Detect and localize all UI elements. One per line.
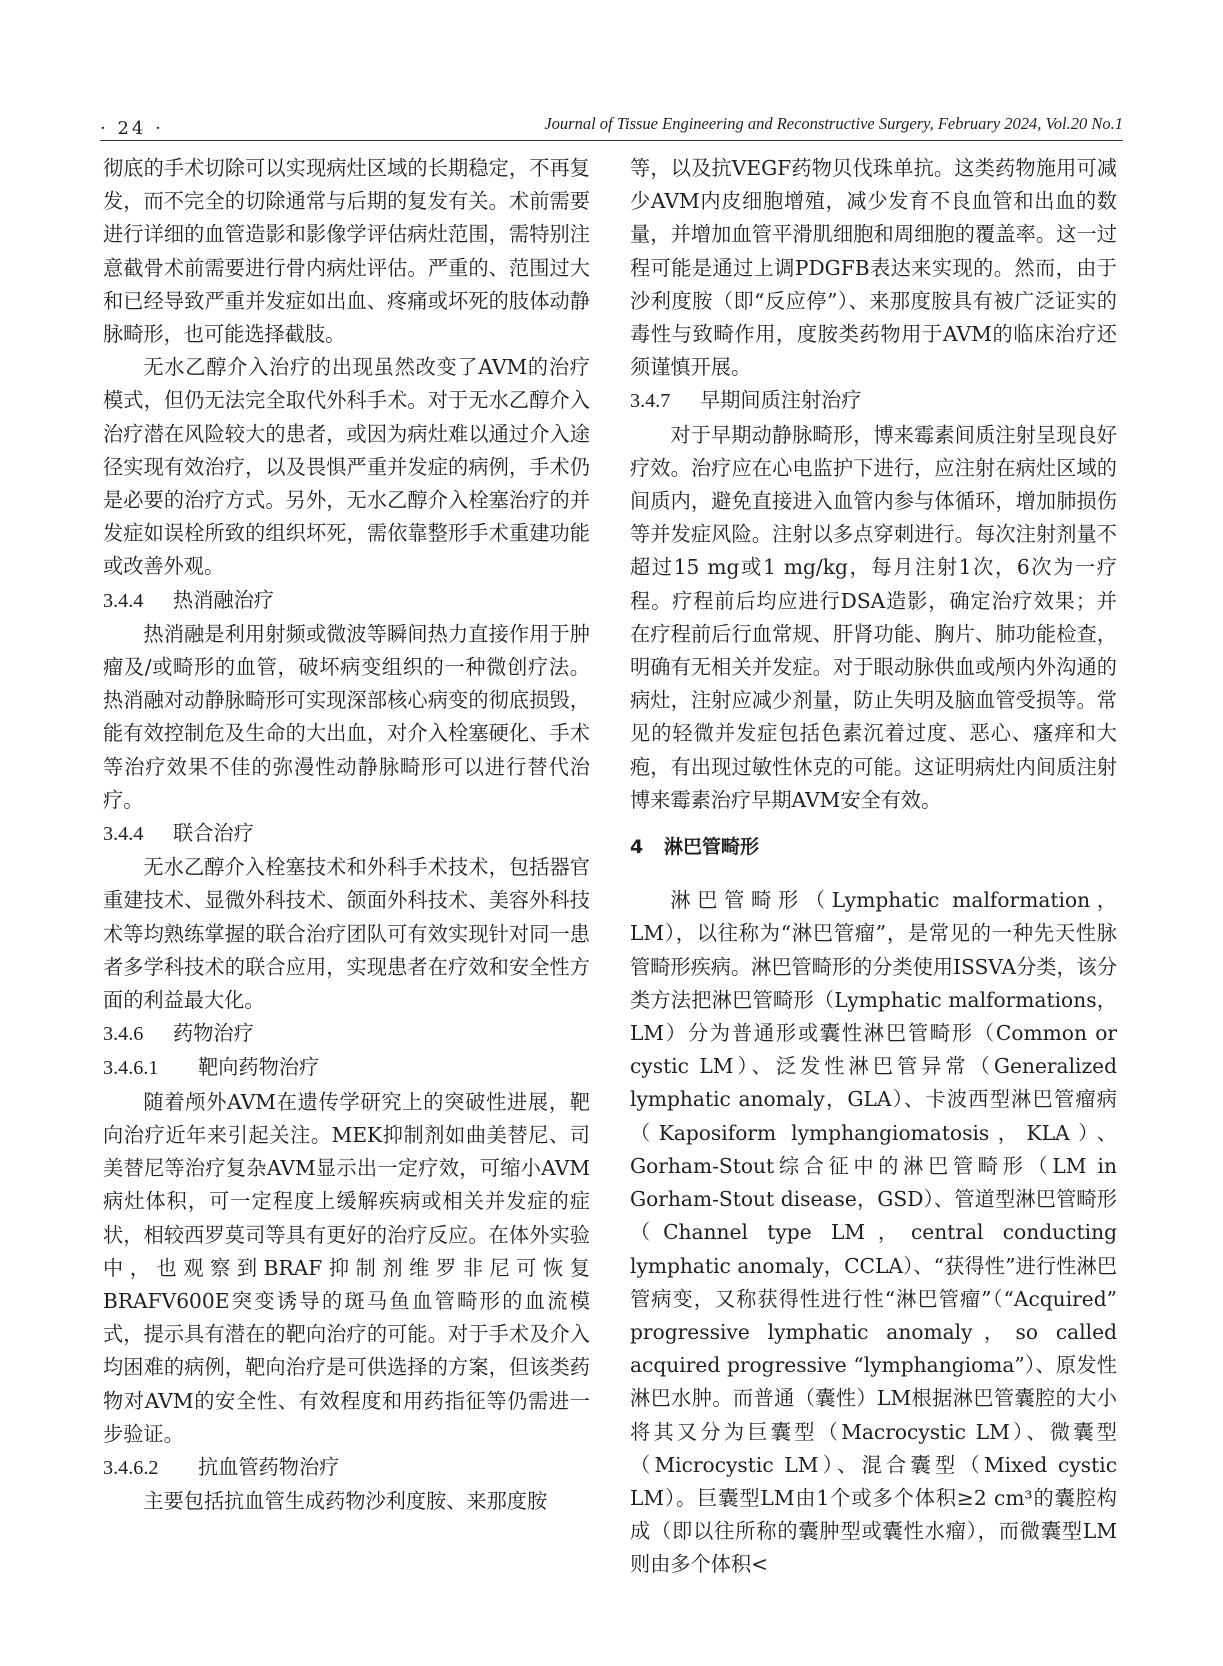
section-heading <box>630 384 1117 418</box>
section-title: 联合治疗 <box>173 821 254 846</box>
section-number: 3.4.6 <box>103 1023 144 1046</box>
page-number: · 24 · <box>100 118 164 139</box>
paragraph: 等，以及抗VEGF药物贝伐珠单抗。这类药物施用可减少AVM内皮细胞增殖，减少发育不良血管和出血的数量，并增加血管平滑肌细胞和周细胞的覆盖率。这一过程可能是通过上调PDGFB表达来实现的。然而，由于沙利度胺（即“反应停”）、来那度胺具有被广泛证实的毒性与致畸作用，度胺类药物用于AVM的临床治疗还须谨慎开展。 <box>630 156 1117 380</box>
section-title: 药物治疗 <box>173 1021 254 1046</box>
header-rule <box>100 140 1123 141</box>
paragraph: 随着颅外AVM在遗传学研究上的突破性进展，靶向治疗近年来引起关注。MEK抑制剂如曲美替尼、司美替尼等治疗复杂AVM显示出一定疗效，可缩小AVM病灶体积，可一定程度上缓解疾病或相关并发症的症状，相较西罗莫司等具有更好的治疗反应。在体外实验中，也观察到BRAF抑制剂维罗非尼可恢复BRAFV600E突变诱导的斑马鱼血管畸形的血流模式，提示具有潜在的靶向治疗的可能。对于手术及介入均困难的病例，靶向治疗是可供选择的方案，但该类药物对AVM的安全性、有效程度和用药指征等仍需进一步验证。 <box>103 1089 590 1446</box>
section-title: 早期间质注射治疗 <box>700 388 862 413</box>
section-title: 靶向药物治疗 <box>198 1055 320 1080</box>
paragraph: 彻底的手术切除可以实现病灶区域的长期稳定，不再复发，而不完全的切除通常与后期的复发有关。术前需要进行详细的血管造影和影像学评估病灶范围，需特别注意截骨术前需要进行骨内病灶评估。严重的、范围过大和已经导致严重并发症如出血、疼痛或坏死的肢体动静脉畸形，也可能选择截肢。 <box>103 156 590 347</box>
section-number: 3.4.4 <box>103 589 144 612</box>
section-title: 抗血管药物治疗 <box>198 1454 340 1479</box>
left-column <box>103 152 590 1518</box>
section-heading <box>103 584 590 618</box>
section-number: 3.4.7 <box>630 390 671 413</box>
section-heading <box>103 1017 590 1051</box>
paragraph: 淋巴管畸形（Lymphatic malformation，LM），以往称为“淋巴管瘤”，是常见的一种先天性脉管畸形疾病。淋巴管畸形的分类使用ISSVA分类，该分类方法把淋巴管畸形（Lymphatic malformations，LM）分为普通形或囊性淋巴管畸形（Common or cystic LM）、泛发性淋巴管异常（Generalized lymphatic anomaly，GLA）、卡波西型淋巴管瘤病（Kaposiform lymphangiomatosis，KLA）、Gorham-Stout综合征中的淋巴管畸形（LM in Gorham-Stout disease，GSD）、管道型淋巴管畸形（Channel type LM，central conducting lymphatic anomaly，CCLA）、“获得性”进行性淋巴管病变，又称获得性进行性“淋巴管瘤”（“Acquired” progressive lymphatic anomaly，so called acquired progressive “lymphangioma”）、原发性淋巴水肿。而普通（囊性）LM根据淋巴管囊腔的大小将其又分为巨囊型（Macrocystic LM）、微囊型（Microcystic LM）、混合囊型（Mixed cystic LM）。巨囊型LM由1个或多个体积≥2 cm³的囊腔构成（即以往所称的囊肿型或囊性水瘤），而微囊型LM则由多个体积< <box>630 888 1118 1577</box>
section-title: 热消融治疗 <box>173 587 274 612</box>
paragraph: 主要包括抗血管生成药物沙利度胺、来那度胺 <box>143 1489 548 1514</box>
paragraph: 无水乙醇介入栓塞技术和外科手术技术，包括器官重建技术、显微外科技术、颌面外科技术、美容外科技术等均熟练掌握的联合治疗团队可有效实现针对同一患者多学科技术的联合应用，实现患者在疗效和安全性方面的利益最大化。 <box>103 855 590 1013</box>
subsection-heading <box>103 1051 590 1085</box>
right-column <box>630 152 1117 1582</box>
paragraph: 热消融是利用射频或微波等瞬间热力直接作用于肿瘤及/或畸形的血管，破坏病变组织的一种微创疗法。热消融对动静脉畸形可实现深部核心病变的彻底损毁，能有效控制危及生命的大出血，对介入栓塞硬化、手术等治疗效果不佳的弥漫性动静脉畸形可以进行替代治疗。 <box>103 621 590 812</box>
section-heading-major <box>630 831 1117 864</box>
section-heading <box>103 817 590 851</box>
section-number: 3.4.6.1 <box>103 1057 159 1080</box>
subsection-heading <box>103 1451 590 1485</box>
running-title: Journal of Tissue Engineering and Reconstructive Surgery, February 2024, Vol.20 No.1 <box>544 114 1123 133</box>
paragraph: 无水乙醇介入治疗的出现虽然改变了AVM的治疗模式，但仍无法完全取代外科手术。对于无水乙醇介入治疗潜在风险较大的患者，或因为病灶难以通过介入途径实现有效治疗，以及畏惧严重并发症的病例，手术仍是必要的治疗方式。另外，无水乙醇介入栓塞治疗的并发症如误栓所致的组织坏死，需依靠整形手术重建功能或改善外观。 <box>103 355 590 579</box>
paragraph: 对于早期动静脉畸形，博来霉素间质注射呈现良好疗效。治疗应在心电监护下进行，应注射在病灶区域的间质内，避免直接进入血管内参与体循环，增加肺损伤等并发症风险。注射以多点穿刺进行。每次注射剂量不超过15 mg或1 mg/kg，每月注射1次，6次为一疗程。疗程前后均应进行DSA造影，确定治疗效果；并在疗程前后行血常规、肝肾功能、胸片、肺功能检查，明确有无相关并发症。对于眼动脉供血或颅内外沟通的病灶，注射应减少剂量，防止失明及脑血管受损等。常见的轻微并发症包括色素沉着过度、恶心、瘙痒和大疱，有出现过敏性休克的可能。这证明病灶内间质注射博来霉素治疗早期AVM安全有效。 <box>630 422 1117 812</box>
section-title: 淋巴管畸形 <box>664 836 760 859</box>
section-number: 3.4.6.2 <box>103 1456 159 1479</box>
section-number: 3.4.4 <box>103 823 144 846</box>
section-number: 4 <box>630 836 644 859</box>
page-header <box>0 0 1223 140</box>
